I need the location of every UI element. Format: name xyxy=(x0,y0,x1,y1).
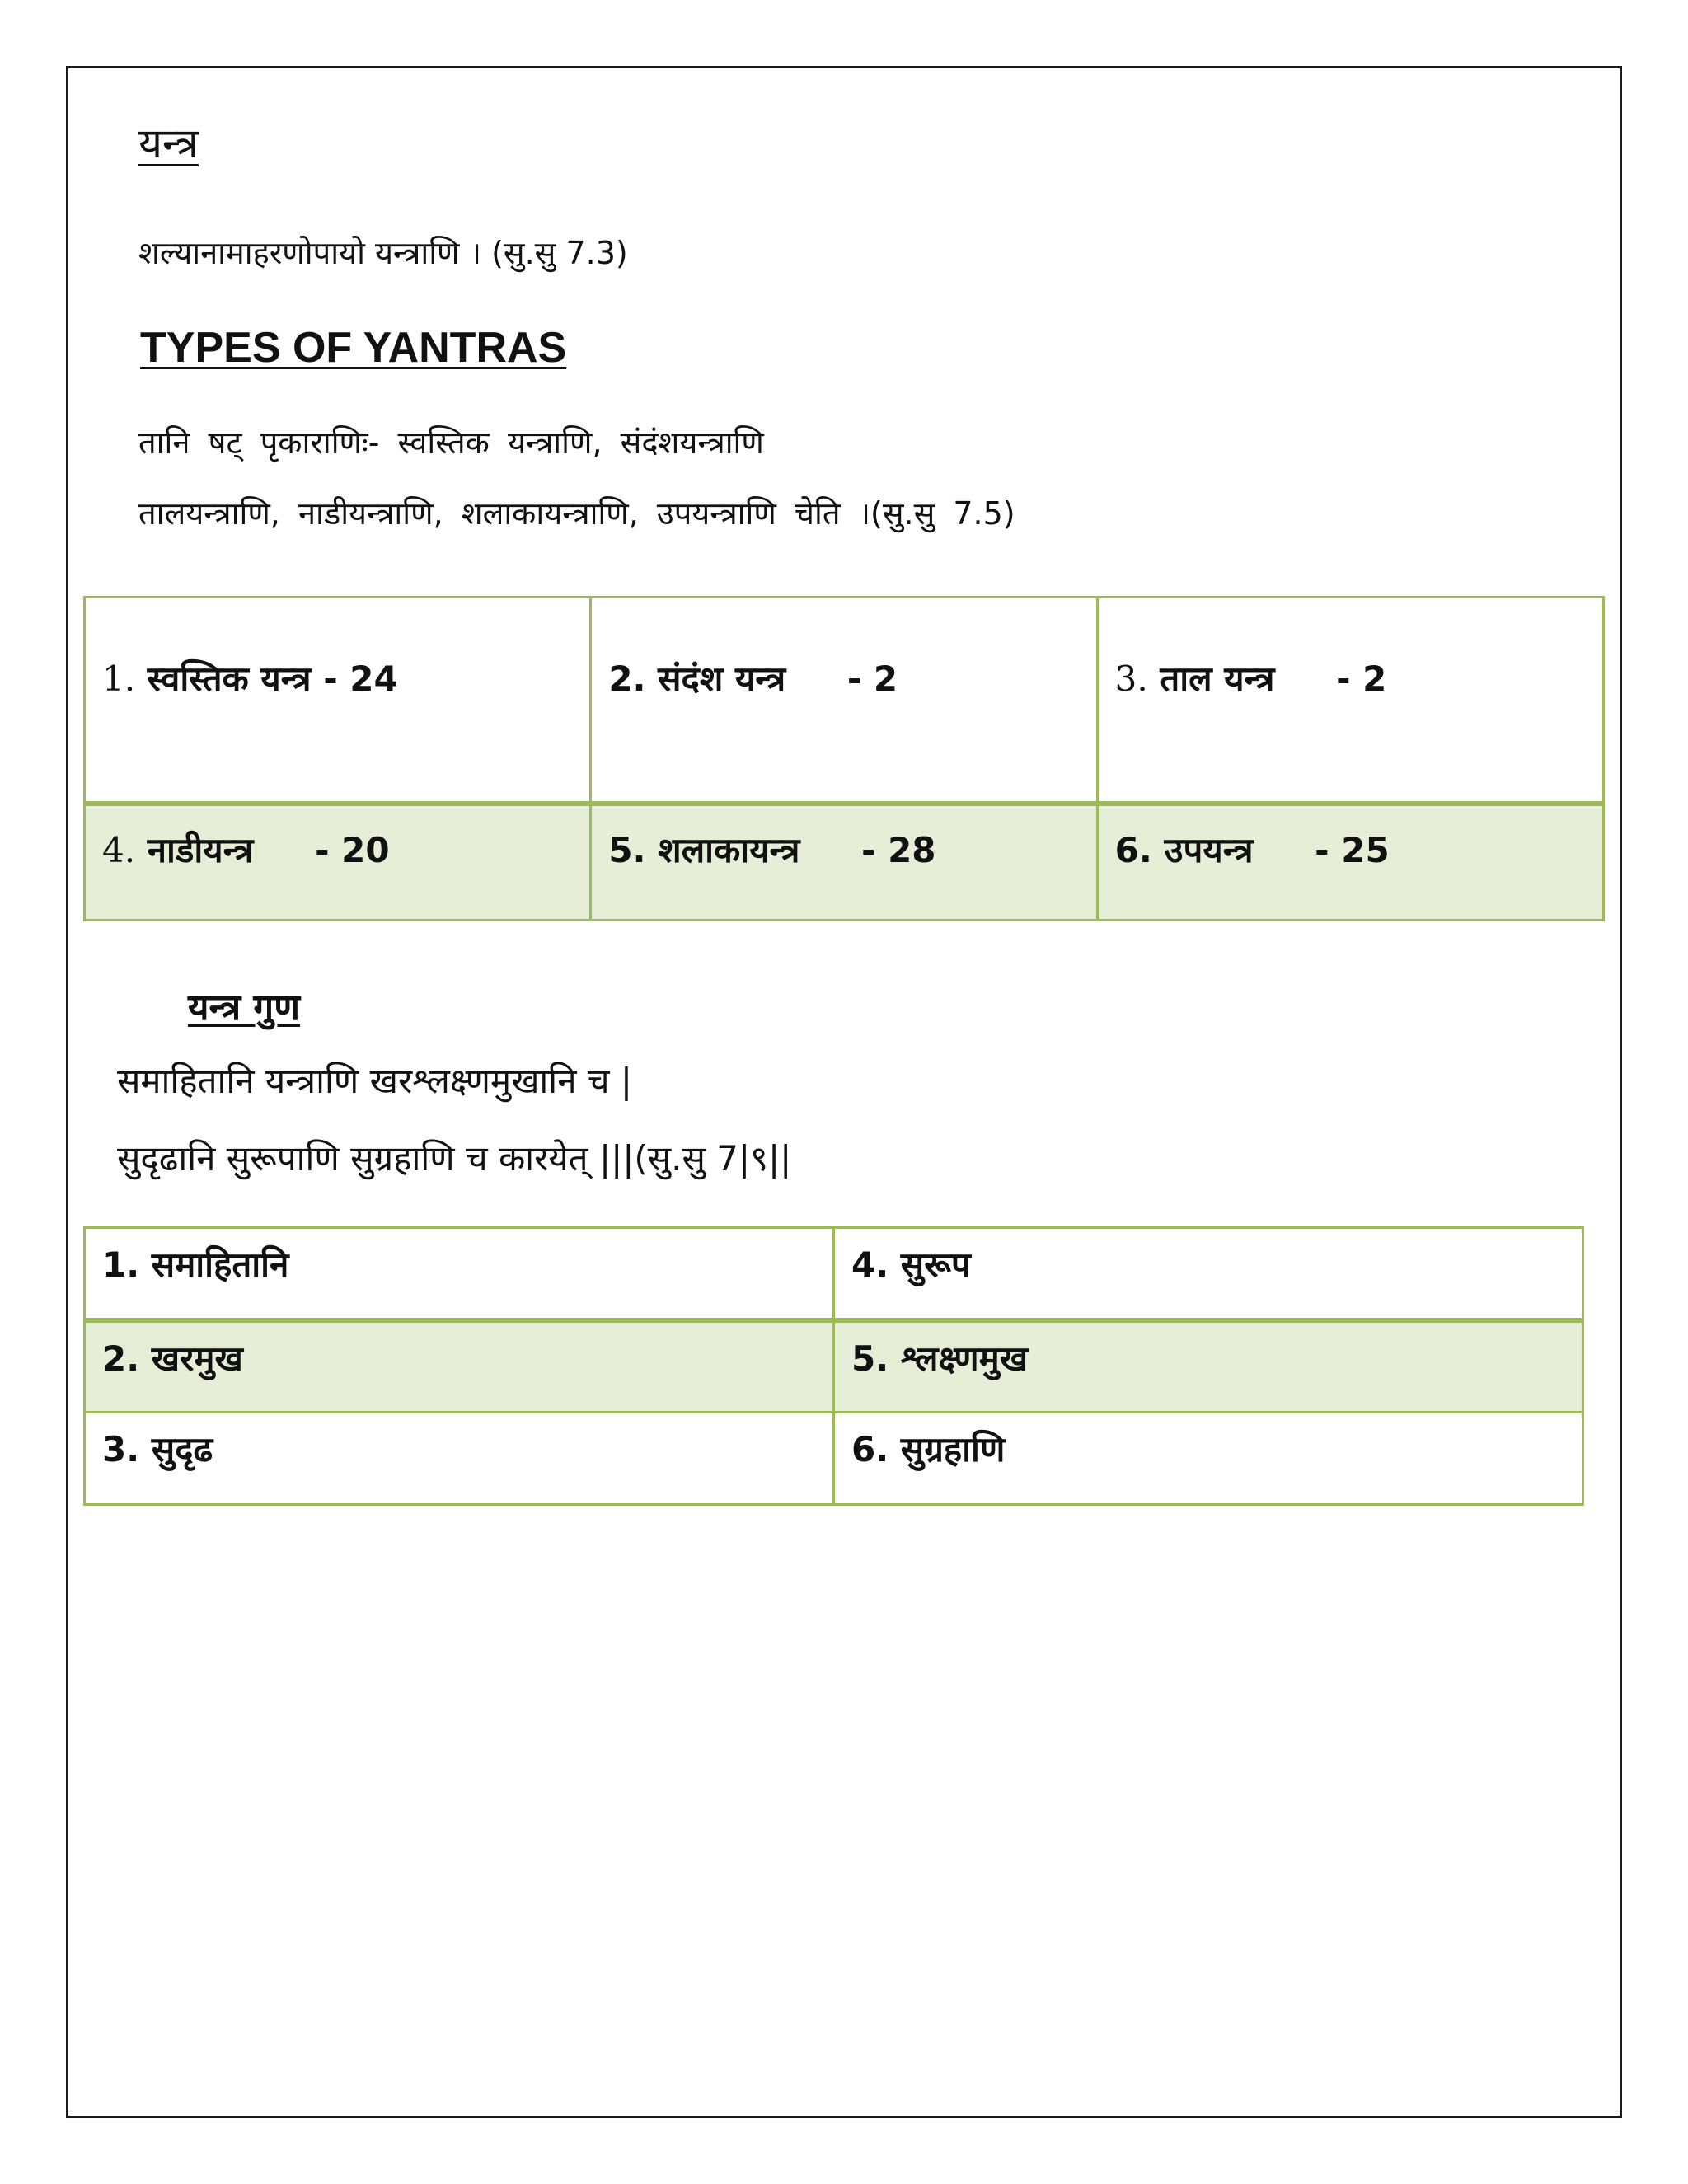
item-number: 6. xyxy=(1114,829,1152,870)
item-count: - 25 xyxy=(1315,829,1390,870)
table-cell: 6. सुग्रहाणि xyxy=(834,1413,1583,1505)
table-cell xyxy=(591,598,1097,804)
item-count: - 24 xyxy=(323,658,398,699)
table-cell: 2. खरमुख xyxy=(85,1320,834,1413)
item-name: स्वस्तिक यन्त्र xyxy=(147,658,312,699)
verse-line-2: सुदृढानि सुरूपाणि सुग्रहाणि च कारयेत् |||(सु.सु 7|९|| xyxy=(117,1138,792,1179)
verse-line-1: समाहितानि यन्त्राणि खरश्लक्ष्णमुखानि च | xyxy=(117,1061,633,1101)
item-number: 5. xyxy=(608,829,646,870)
item-number: 1. xyxy=(102,658,136,699)
item-count: - 2 xyxy=(846,658,898,699)
table-row xyxy=(85,1413,1583,1505)
table-cell xyxy=(85,598,591,804)
table-row xyxy=(85,598,1604,804)
table-cell: 4. सुरूप xyxy=(834,1228,1583,1320)
table-cell: 3. सुदृढ xyxy=(85,1413,834,1505)
item-count: - 2 xyxy=(1336,658,1387,699)
item-count: - 20 xyxy=(315,829,390,870)
yantra-types-table xyxy=(83,596,1605,921)
page-title: यन्त्र xyxy=(138,120,199,167)
table-row xyxy=(85,804,1604,921)
table-cell xyxy=(1097,804,1603,921)
item-name: उपयन्त्र xyxy=(1164,829,1254,870)
types-heading: TYPES OF YANTRAS xyxy=(140,324,567,372)
guna-heading: यन्त्र गुण xyxy=(188,987,301,1029)
table-row xyxy=(85,1228,1583,1320)
definition-text: शल्यानामाहरणोपायो यन्त्राणि । (सु.सु 7.3) xyxy=(138,235,628,271)
types-text-line-2: तालयन्त्राणि, नाडीयन्त्राणि, शलाकायन्त्राणि, उपयन्त्राणि चेति ।(सु.सु 7.5) xyxy=(138,495,1015,532)
item-name: नाडीयन्त्र xyxy=(147,829,254,870)
yantra-guna-table xyxy=(83,1226,1584,1506)
item-name: संदंश यन्त्र xyxy=(658,658,786,699)
item-name: शलाकायन्त्र xyxy=(658,829,800,870)
item-number: 2. xyxy=(608,658,646,699)
table-cell xyxy=(85,804,591,921)
item-count: - 28 xyxy=(861,829,936,870)
table-cell: 1. समाहितानि xyxy=(85,1228,834,1320)
item-number: 4. xyxy=(102,829,136,870)
table-row xyxy=(85,1320,1583,1413)
types-text-line-1: तानि षट् पृकाराणिः- स्वस्तिक यन्त्राणि, संदंशयन्त्राणि xyxy=(138,424,764,461)
item-number: 3. xyxy=(1114,658,1148,699)
table-cell xyxy=(1097,598,1603,804)
table-cell xyxy=(591,804,1097,921)
item-name: ताल यन्त्र xyxy=(1160,658,1275,699)
table-cell: 5. श्लक्ष्णमुख xyxy=(834,1320,1583,1413)
